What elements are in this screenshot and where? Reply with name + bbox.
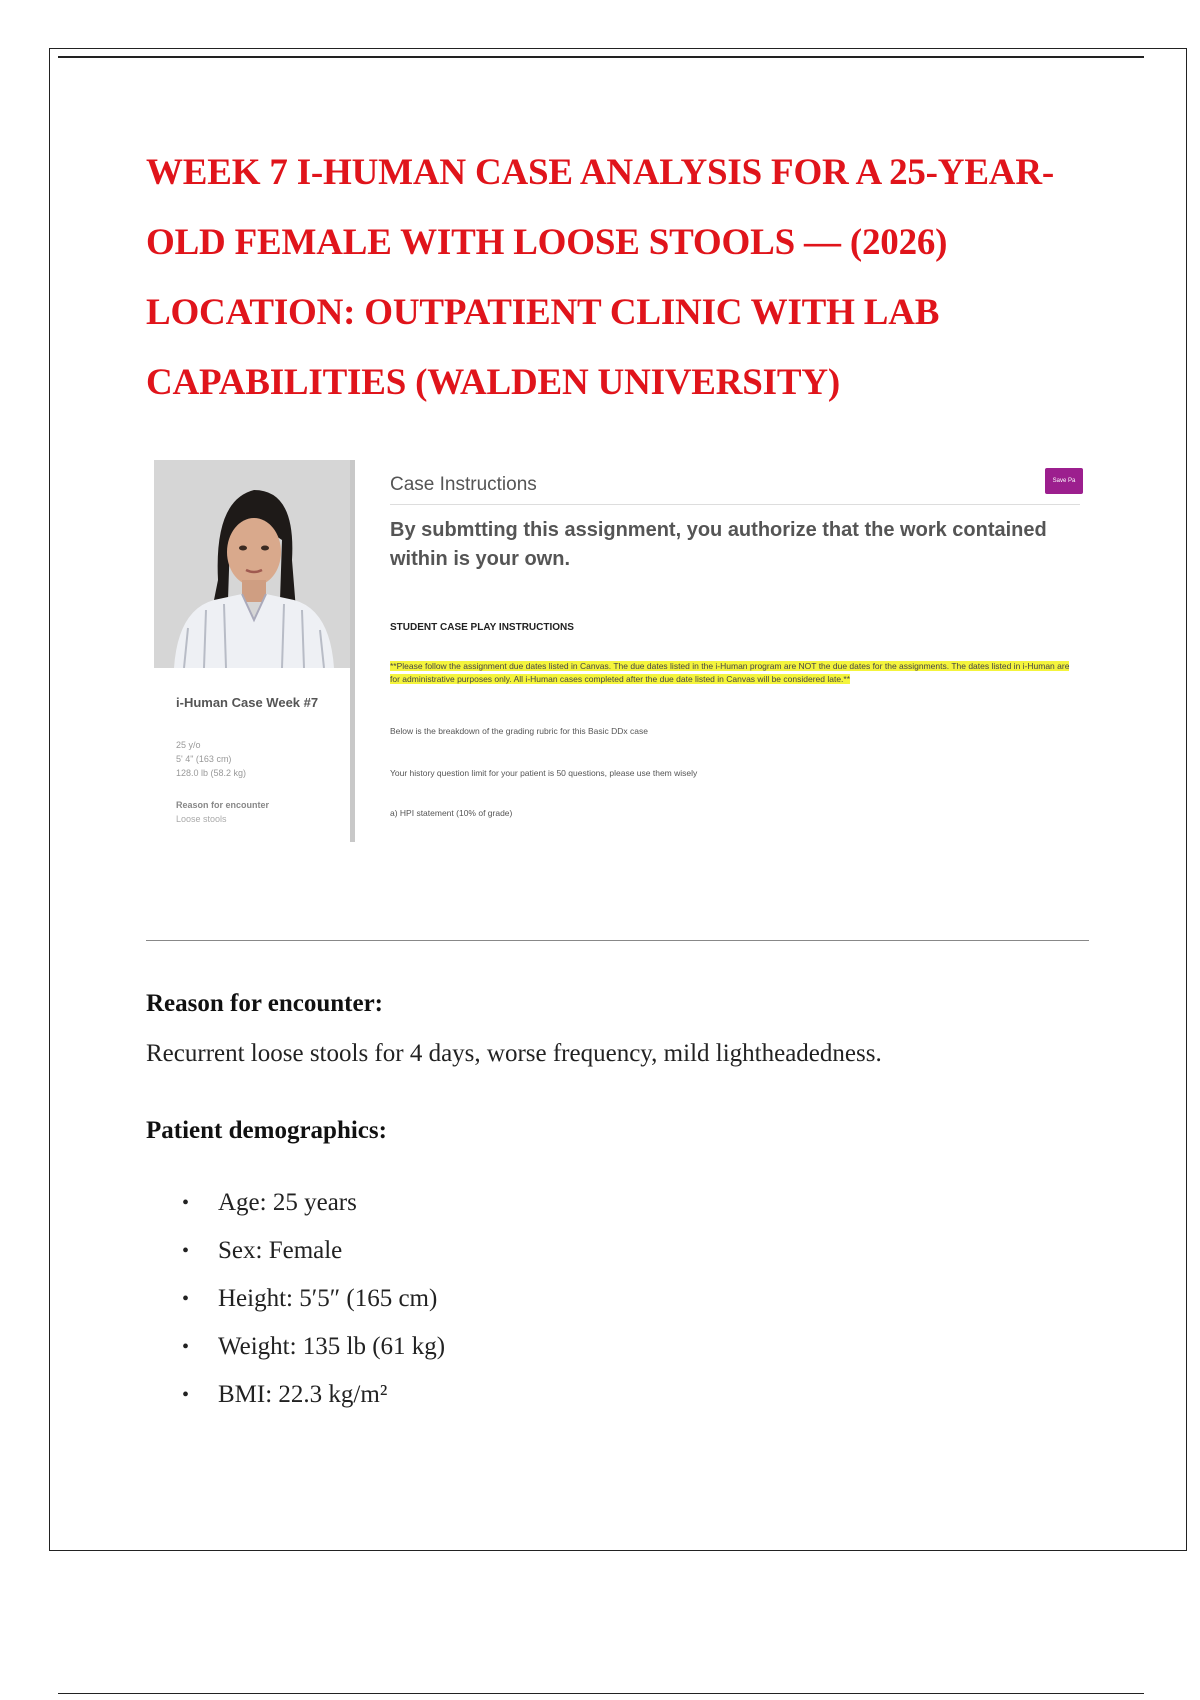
student-instructions-heading: STUDENT CASE PLAY INSTRUCTIONS bbox=[390, 622, 574, 633]
rubric-line: Below is the breakdown of the grading rubric for this Basic DDx case bbox=[390, 726, 648, 736]
patient-avatar-illustration bbox=[154, 460, 352, 668]
demographic-weight: Weight: 135 lb (61 kg) bbox=[218, 1333, 446, 1360]
patient-meta bbox=[176, 738, 346, 780]
save-button[interactable]: Save Pa bbox=[1045, 468, 1083, 494]
list-item bbox=[146, 1187, 445, 1235]
patient-height: 5' 4" (163 cm) bbox=[176, 754, 232, 764]
patient-avatar bbox=[154, 460, 352, 668]
list-item bbox=[146, 1331, 445, 1379]
instructions-panel bbox=[390, 456, 1090, 846]
header-divider bbox=[390, 504, 1080, 505]
demographic-bmi: BMI: 22.3 kg/m² bbox=[218, 1381, 388, 1408]
bottom-rule bbox=[58, 1693, 1144, 1694]
reason-heading: Reason for encounter: bbox=[146, 990, 383, 1017]
hpi-line: a) HPI statement (10% of grade) bbox=[390, 808, 513, 818]
authorization-statement: By submtting this assignment, you authorize that the work contained within is your own. bbox=[390, 519, 1047, 570]
list-item bbox=[146, 1235, 445, 1283]
list-item bbox=[146, 1283, 445, 1331]
reason-text: Recurrent loose stools for 4 days, worse frequency, mild lightheadedness. bbox=[146, 1040, 882, 1067]
bullet-icon: • bbox=[182, 1192, 190, 1214]
history-limit-line: Your history question limit for your patient is 50 questions, please use them wisely bbox=[390, 768, 698, 778]
demographic-height: Height: 5′5″ (165 cm) bbox=[218, 1285, 438, 1312]
bullet-icon: • bbox=[182, 1384, 190, 1406]
list-item bbox=[146, 1379, 445, 1427]
due-date-note-text: **Please follow the assignment due dates listed in Canvas. The due dates listed in the i-Human program are NOT the due dates for the assignments. The dates listed in i-Human are for administrative purposes only. All i-Human cases completed after the due date listed in Canvas will be considered late.** bbox=[390, 661, 1070, 684]
patient-age: 25 y/o bbox=[176, 740, 201, 750]
reason-value-small: Loose stools bbox=[176, 814, 227, 824]
embedded-case-screenshot bbox=[150, 456, 1090, 846]
top-rule bbox=[58, 56, 1144, 58]
panel-divider bbox=[350, 460, 355, 842]
bullet-icon: • bbox=[182, 1288, 190, 1310]
demographic-age: Age: 25 years bbox=[218, 1189, 357, 1216]
demographics-heading: Patient demographics: bbox=[146, 1117, 387, 1144]
bullet-icon: • bbox=[182, 1336, 190, 1358]
patient-weight: 128.0 lb (58.2 kg) bbox=[176, 768, 247, 778]
demographic-sex: Sex: Female bbox=[218, 1237, 343, 1264]
document-title: WEEK 7 I-HUMAN CASE ANALYSIS FOR A 25-YEAR-OLD FEMALE WITH LOOSE STOOLS — (2026) LOCATION: OUTPATIENT CLINIC WITH LAB CAPABILITIES (WALDEN UNIVERSITY) bbox=[146, 152, 1054, 403]
bullet-icon: • bbox=[182, 1240, 190, 1262]
due-date-note bbox=[390, 660, 1080, 686]
case-name: i-Human Case Week #7 bbox=[176, 695, 319, 710]
section-divider bbox=[146, 940, 1089, 941]
demographics-list bbox=[146, 1187, 445, 1427]
patient-panel bbox=[154, 460, 352, 842]
reason-label-small: Reason for encounter bbox=[176, 800, 270, 810]
instructions-header: Case Instructions bbox=[390, 474, 537, 495]
